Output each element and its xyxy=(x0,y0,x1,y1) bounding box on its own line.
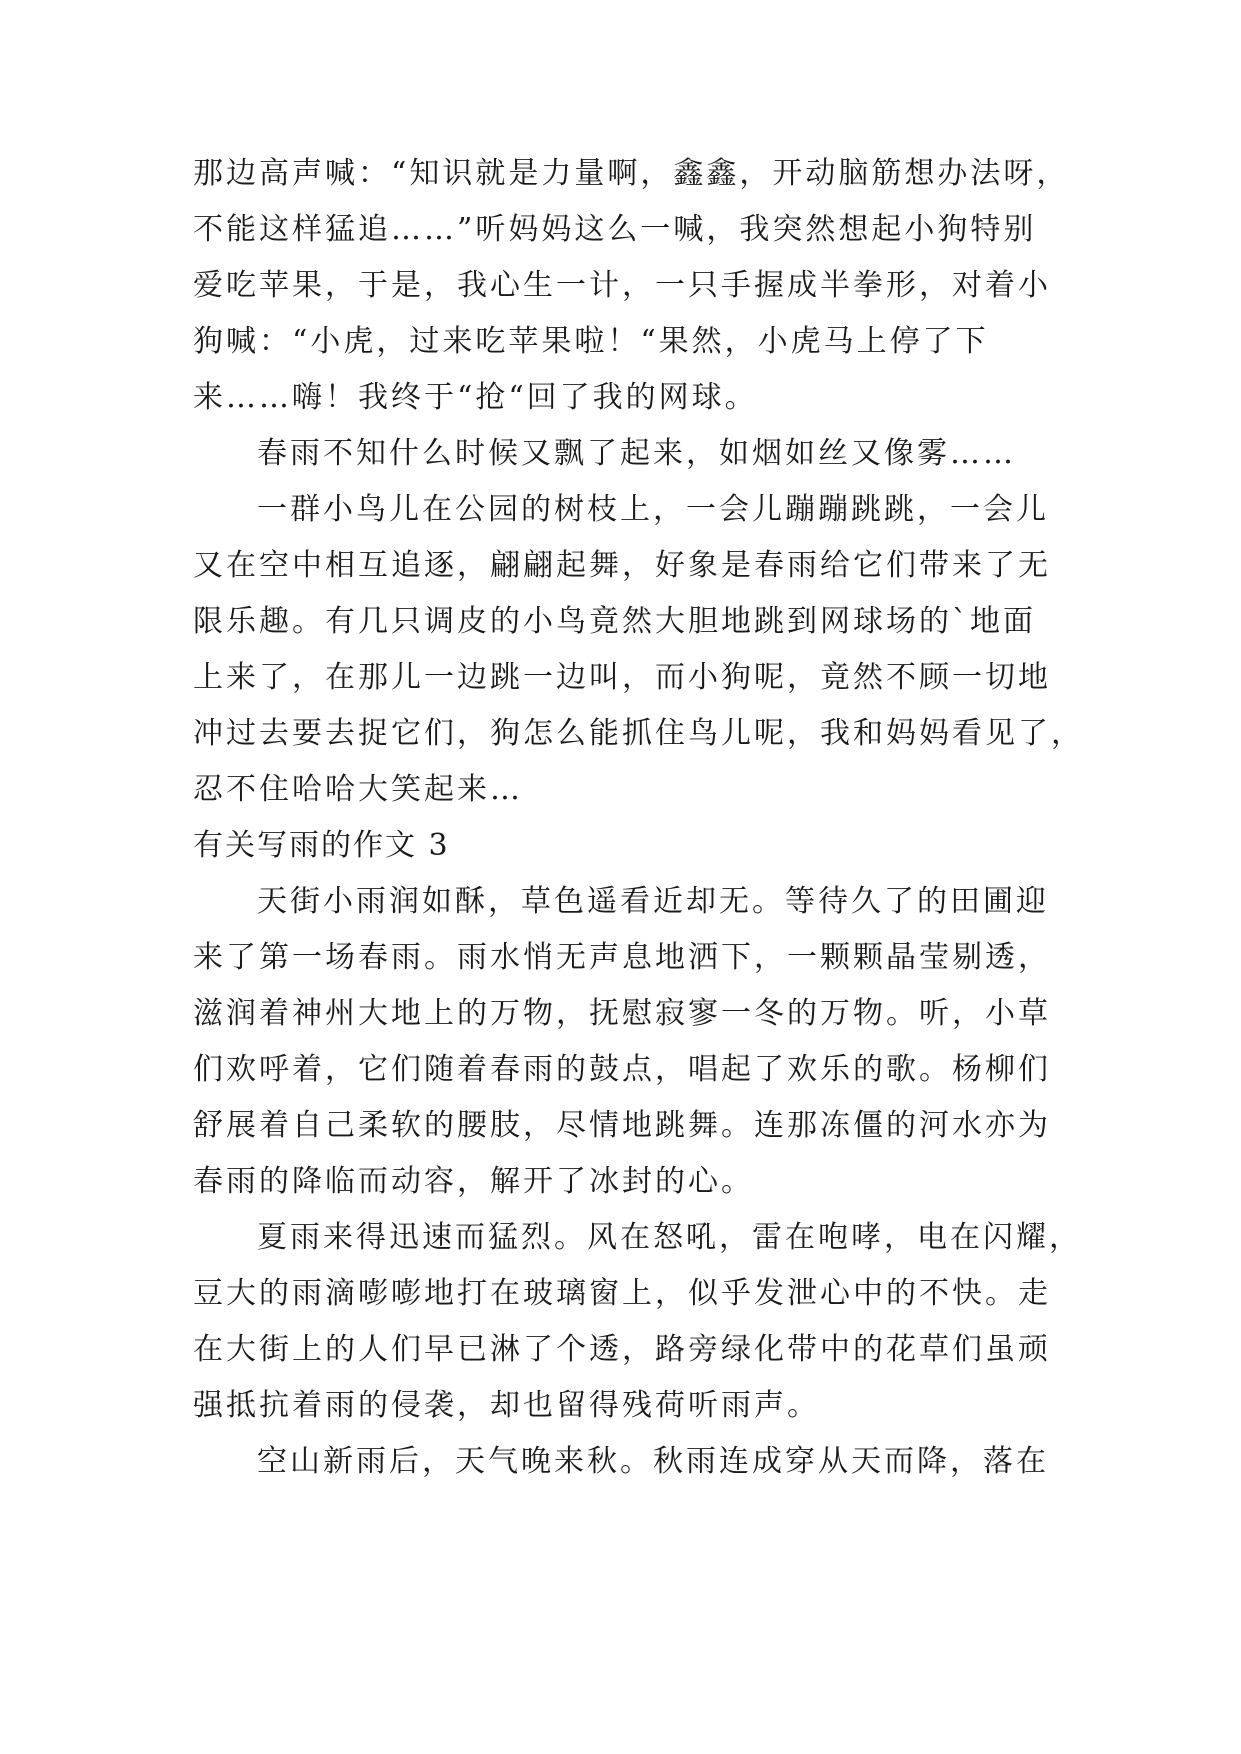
text-line: 春雨的降临而动容，解开了冰封的心。 xyxy=(193,1164,754,1199)
text-line: 滋润着神州大地上的万物，抚慰寂寥一冬的万物。听，小草 xyxy=(193,996,1051,1031)
text-line: 冲过去要去捉它们，狗怎么能抓住鸟儿呢，我和妈妈看见了， xyxy=(193,716,1084,751)
document-body xyxy=(193,146,1084,1490)
paragraph-start-line: 一群小鸟儿在公园的树枝上，一会儿蹦蹦跳跳，一会儿 xyxy=(257,492,1049,527)
text-line: 舒展着自己柔软的腰肢，尽情地跳舞。连那冻僵的河水亦为 xyxy=(193,1108,1051,1143)
text-line: 那边高声喊：“知识就是力量啊，鑫鑫，开动脑筋想办法呀， xyxy=(193,156,1070,191)
text-line: 们欢呼着，它们随着春雨的鼓点，唱起了欢乐的歌。杨柳们 xyxy=(193,1052,1051,1087)
text-line: 又在空中相互追逐，翩翩起舞，好象是春雨给它们带来了无 xyxy=(193,548,1051,583)
text-line: 来……嗨！我终于“抢“回了我的网球。 xyxy=(193,380,758,415)
text-line: 不能这样猛追……”听妈妈这么一喊，我突然想起小狗特别 xyxy=(193,212,1037,247)
text-line: 来了第一场春雨。雨水悄无声息地洒下，一颗颗晶莹剔透， xyxy=(193,940,1051,975)
text-line: 豆大的雨滴嘭嘭地打在玻璃窗上，似乎发泄心中的不快。走 xyxy=(193,1276,1051,1311)
paragraph-start-line: 春雨不知什么时候又飘了起来，如烟如丝又像雾…… xyxy=(257,436,1016,471)
section-heading: 有关写雨的作文 3 xyxy=(193,828,450,863)
paragraph-start-line: 空山新雨后，天气晚来秋。秋雨连成穿从天而降，落在 xyxy=(257,1444,1049,1479)
text-line: 忍不住哈哈大笑起来… xyxy=(193,772,523,807)
text-line: 在大街上的人们早已淋了个透，路旁绿化带中的花草们虽顽 xyxy=(193,1332,1051,1367)
text-line: 爱吃苹果，于是，我心生一计，一只手握成半拳形，对着小 xyxy=(193,268,1051,303)
text-line: 上来了，在那儿一边跳一边叫，而小狗呢，竟然不顾一切地 xyxy=(193,660,1051,695)
text-line: 限乐趣。有几只调皮的小鸟竟然大胆地跳到网球场的`地面 xyxy=(193,604,1036,639)
paragraph-start-line: 夏雨来得迅速而猛烈。风在怒吼，雷在咆哮，电在闪耀， xyxy=(257,1220,1082,1255)
text-line: 强抵抗着雨的侵袭，却也留得残荷听雨声。 xyxy=(193,1388,820,1423)
text-line: 狗喊：“小虎，过来吃苹果啦！“果然，小虎马上停了下 xyxy=(193,324,989,359)
paragraph-start-line: 天街小雨润如酥，草色遥看近却无。等待久了的田圃迎 xyxy=(257,884,1049,919)
